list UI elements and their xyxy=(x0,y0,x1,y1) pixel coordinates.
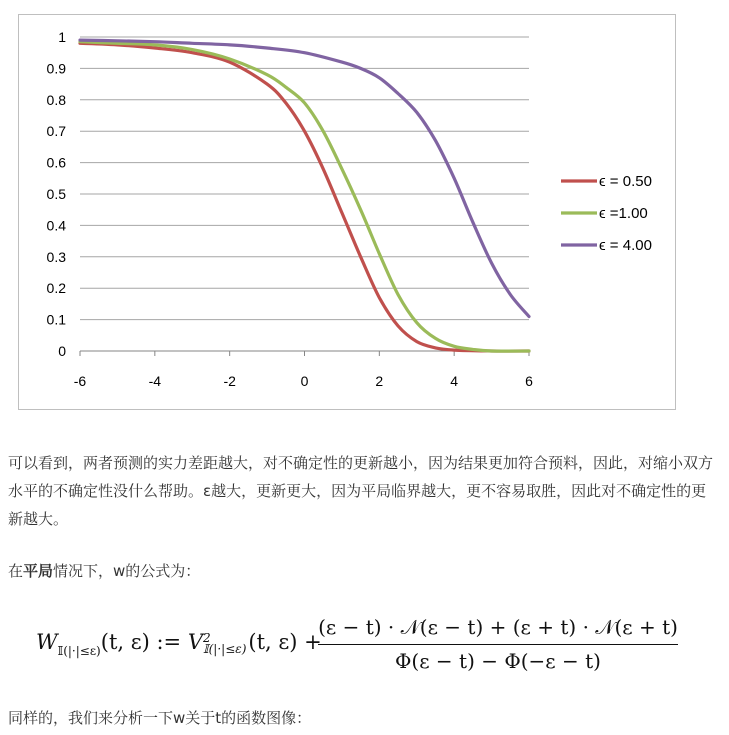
intro-prefix: 在 xyxy=(8,562,24,580)
w-symbol: W xyxy=(36,630,58,654)
legend-label-2: ϵ = 4.00 xyxy=(599,237,652,254)
formula-lhs xyxy=(36,630,322,658)
y-tick-label: 0.8 xyxy=(46,91,66,108)
line-chart xyxy=(18,14,676,410)
v-superscript: 2 xyxy=(203,630,211,645)
explanation-paragraph: 可以看到，两者预测的实力差距越大，对不确定性的更新越小，因为结果更加符合预料，因此，对缩小双方水平的不确定性没什么帮助。ε越大，更新更大，因为平局临界越大，更不容易取胜，因此对不确定性的更新越大。 xyxy=(8,454,714,528)
x-tick-label: -4 xyxy=(148,373,162,389)
chart-canvas xyxy=(19,15,675,409)
v-subscript: 𝕀(|·|≤ε) xyxy=(203,641,247,656)
x-tick-label: -6 xyxy=(73,373,87,389)
analysis-intro: 同样的，我们来分析一下w关于t的函数图像： xyxy=(8,709,312,727)
fraction-numerator: (ε − t) · 𝒩(ε − t) + (ε + t) · 𝒩(ε + t) xyxy=(318,615,678,639)
draw-case-intro xyxy=(8,557,720,585)
legend-label-1: ϵ =1.00 xyxy=(599,205,648,222)
w-formula xyxy=(36,612,696,676)
x-tick-label: 4 xyxy=(450,373,459,389)
y-tick-label: 0.4 xyxy=(46,217,66,234)
x-tick-label: 0 xyxy=(300,373,309,389)
y-tick-label: 0 xyxy=(58,343,66,359)
x-tick-label: -2 xyxy=(223,373,236,389)
v-sup-sub xyxy=(203,630,247,656)
intro-bold-term: 平局 xyxy=(23,562,54,580)
y-tick-label: 0.3 xyxy=(46,248,66,265)
series-line-2 xyxy=(80,40,529,316)
y-tick-label: 0.5 xyxy=(46,186,66,202)
fraction-denominator: Φ(ε − t) − Φ(−ε − t) xyxy=(395,649,601,673)
y-tick-label: 0.9 xyxy=(46,60,66,77)
formula-fraction xyxy=(318,612,678,677)
y-tick-label: 0.2 xyxy=(46,280,66,297)
x-tick-label: 6 xyxy=(525,373,533,389)
v-args: (t, ε) + xyxy=(248,630,322,654)
y-tick-label: 0.6 xyxy=(46,154,66,171)
y-tick-label: 0.1 xyxy=(46,311,66,328)
y-tick-label: 1 xyxy=(58,29,66,45)
legend-label-0: ϵ = 0.50 xyxy=(599,173,652,190)
w-subscript: 𝕀(|·|≤ε) xyxy=(57,644,101,658)
y-tick-label: 0.7 xyxy=(46,123,66,140)
x-tick-label: 2 xyxy=(375,373,384,389)
intro-suffix: 情况下，w的公式为： xyxy=(53,562,201,580)
v-symbol: V xyxy=(187,630,203,654)
fraction-bar xyxy=(318,644,678,645)
w-args: (t, ε) := xyxy=(100,630,188,654)
